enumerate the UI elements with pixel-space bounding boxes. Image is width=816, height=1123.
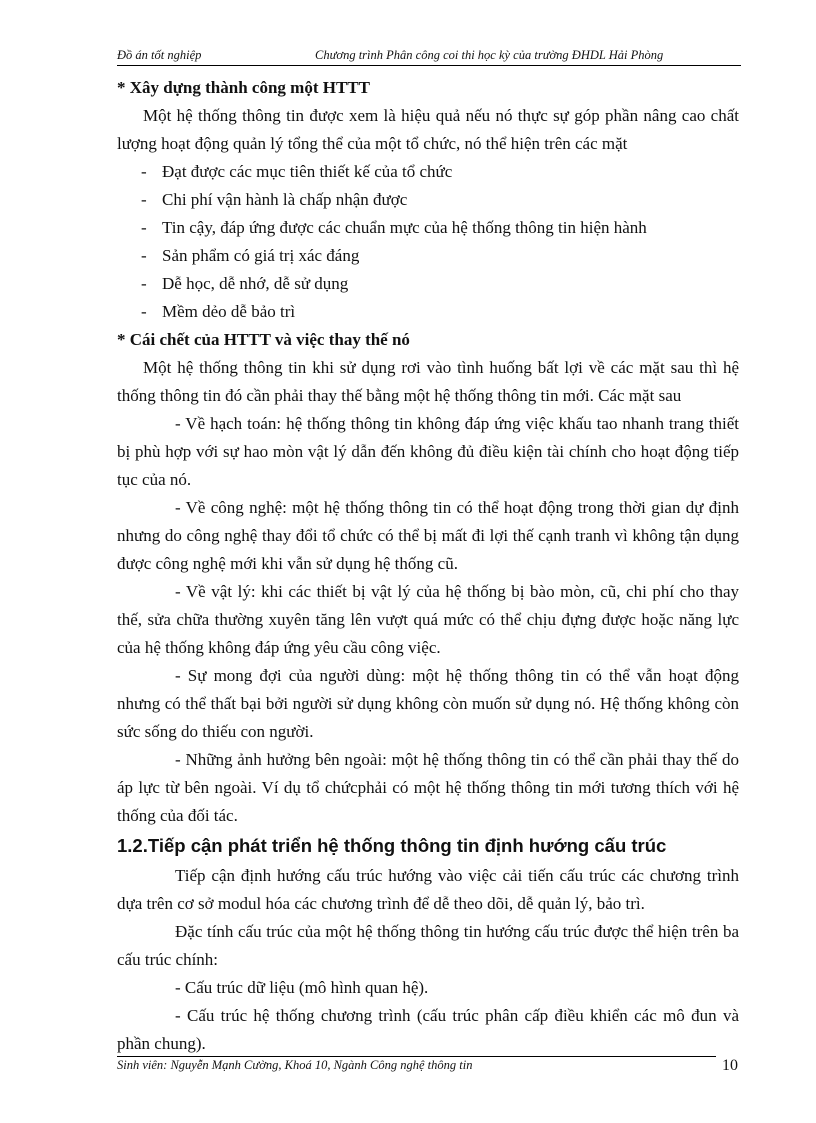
- list-item-text: Tin cậy, đáp ứng được các chuẩn mực của hệ thống thông tin hiện hành: [162, 218, 647, 237]
- list-data-structure: - Cấu trúc dữ liệu (mô hình quan hệ).: [175, 978, 429, 997]
- page-number: 10: [722, 1057, 738, 1074]
- paragraph-accounting: - Về hạch toán: hệ thống thông tin không đáp ứng việc khấu tao nhanh trang thiết bị phù hợp với sự hao mòn vật lý dẫn đến không đủ điều kiện tài chính cho hoạt động tiếp tục của nó.: [117, 414, 739, 489]
- list-item-text: Dễ học, dễ nhớ, dễ sử dụng: [162, 274, 349, 293]
- list-item: [117, 270, 739, 298]
- bullet-dash: -: [141, 162, 147, 181]
- paragraph-characteristics: Đặc tính cấu trúc của một hệ thống thông tin hướng cấu trúc được thể hiện trên ba cấu trúc chính:: [117, 922, 739, 969]
- bullet-dash: -: [141, 190, 147, 209]
- page-body: [117, 74, 739, 1058]
- header-right-text: Chương trình Phân công coi thi học kỳ của trường ĐHDL Hải Phòng: [315, 48, 664, 62]
- page-header: [117, 48, 741, 64]
- bullet-dash: -: [141, 218, 147, 237]
- header-rule: [117, 65, 741, 66]
- list-item: [117, 158, 739, 186]
- section-title: 1.2.Tiếp cận phát triển hệ thống thông tin định hướng cấu trúc: [117, 835, 667, 856]
- paragraph-external: - Những ảnh hưởng bên ngoài: một hệ thống thông tin có thể cần phải thay thế do áp lực từ bên ngoài. Ví dụ tổ chứcphải có một hệ thống thông tin mới tương thích với hệ thống của đối tác.: [117, 750, 739, 825]
- list-item: [117, 214, 739, 242]
- list-item-text: Sản phẩm có giá trị xác đáng: [162, 246, 360, 265]
- footer-rule: [117, 1056, 716, 1057]
- heading-death: * Cái chết của HTTT và việc thay thế nó: [117, 330, 410, 349]
- header-left-text: Đồ án tốt nghiệp: [117, 48, 202, 62]
- heading-success: * Xây dựng thành công một HTTT: [117, 78, 370, 97]
- list-item: [117, 242, 739, 270]
- paragraph-success-intro: Một hệ thống thông tin được xem là hiệu quả nếu nó thực sự góp phần nâng cao chất lượng hoạt động quản lý tổng thể của một tổ chức, nó thể hiện trên các mặt: [117, 106, 739, 153]
- list-item-text: Mềm dẻo dễ bảo trì: [162, 302, 296, 321]
- bullet-dash: -: [141, 246, 147, 265]
- list-item: [117, 186, 739, 214]
- paragraph-approach: Tiếp cận định hướng cấu trúc hướng vào việc cải tiến cấu trúc các chương trình dựa trên cơ sở modul hóa các chương trình để dễ theo dõi, dễ quản lý, bảo trì.: [117, 866, 739, 913]
- bullet-dash: -: [141, 302, 147, 321]
- footer-text: Sinh viên: Nguyễn Mạnh Cường, Khoá 10, Ngành Công nghệ thông tin: [117, 1058, 473, 1072]
- list-item-text: Đạt được các mục tiên thiết kế của tổ chức: [162, 162, 453, 181]
- paragraph-death-intro: Một hệ thống thông tin khi sử dụng rơi vào tình huống bất lợi về các mặt sau thì hệ thống thông tin đó cần phải thay thế bằng một hệ thống thông tin mới. Các mặt sau: [117, 358, 739, 405]
- bullet-dash: -: [141, 274, 147, 293]
- paragraph-physical: - Về vật lý: khi các thiết bị vật lý của hệ thống bị bào mòn, cũ, chi phí cho thay thế, sửa chữa thường xuyên tăng lên vượt quá mức có thể chịu đựng được hoặc năng lực của hệ thống không đáp ứng yêu cầu công việc.: [117, 582, 739, 657]
- paragraph-technology: - Về công nghệ: một hệ thống thông tin có thể hoạt động trong thời gian dự định nhưng do công nghệ thay đổi tổ chức có thể bị mất đi lợi thế cạnh tranh vì không tận dụng được công nghệ mới khi vẫn sử dụng hệ thống cũ.: [117, 498, 739, 573]
- list-item-text: Chi phí vận hành là chấp nhận được: [162, 190, 408, 209]
- list-program-structure: - Cấu trúc hệ thống chương trình (cấu trúc phân cấp điều khiển các mô đun và phần chung).: [117, 1006, 739, 1053]
- list-item: [117, 298, 739, 326]
- paragraph-user-expectation: - Sự mong đợi của người dùng: một hệ thống thông tin có thể vẫn hoạt động nhưng có thể thất bại bởi người sử dụng không còn muốn sử dụng nó. Hệ thống không còn sức sống do thiếu con người.: [117, 666, 739, 741]
